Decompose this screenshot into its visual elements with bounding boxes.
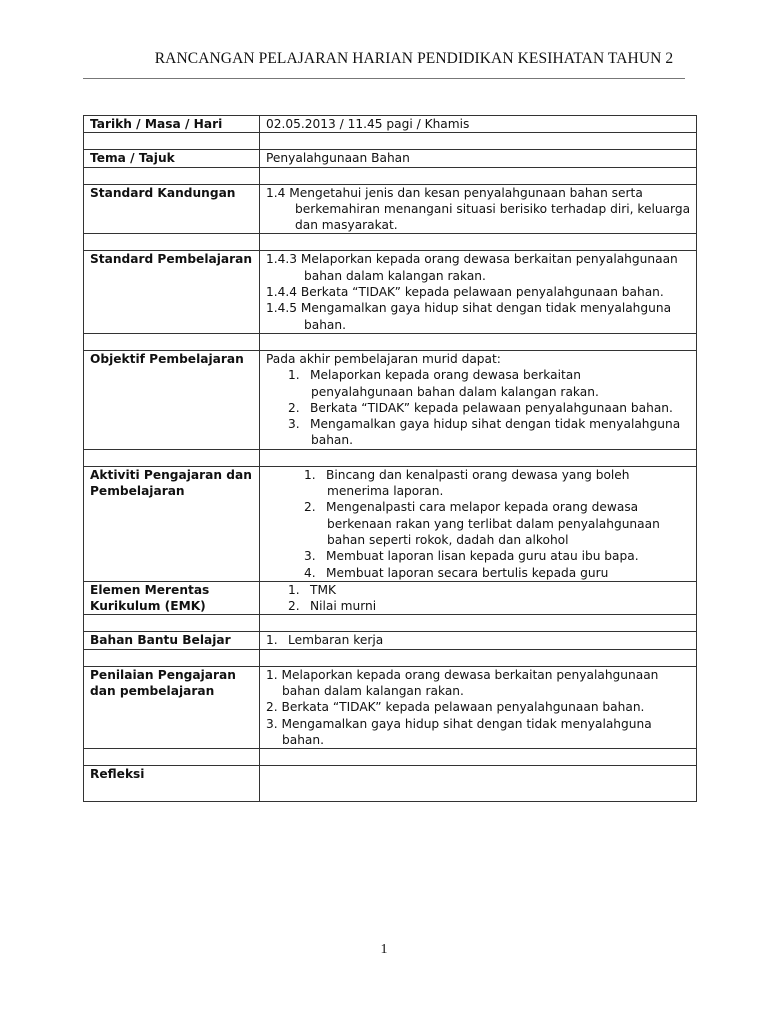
objektif-intro: Pada akhir pembelajaran murid dapat: (266, 351, 501, 366)
table-row (84, 766, 697, 802)
spacer-row (84, 133, 697, 150)
row-value-standard-kandungan (260, 184, 697, 234)
list-item-continuation: bahan. (282, 732, 324, 747)
list-item-continuation: berkenaan rakan yang terlibat dalam penyalahgunaan (327, 516, 660, 531)
table-row (84, 150, 697, 167)
spacer-row (84, 649, 697, 666)
table-row (84, 116, 697, 133)
page-title: RANCANGAN PELAJARAN HARIAN PENDIDIKAN KESIHATAN TAHUN 2 (154, 50, 674, 67)
text-line: berkemahiran menangani situasi berisiko terhadap diri, keluarga (295, 201, 691, 216)
list-item: 1. TMK (288, 582, 336, 597)
spacer-row (84, 749, 697, 766)
row-value-tarikh: 02.05.2013 / 11.45 pagi / Khamis (260, 116, 697, 133)
document-header (0, 50, 768, 68)
row-label-penilaian: Penilaian Pengajaran dan pembelajaran (84, 666, 260, 748)
spacer-row (84, 333, 697, 350)
row-label-aktiviti: Aktiviti Pengajaran dan Pembelajaran (84, 466, 260, 581)
row-label-tema: Tema / Tajuk (84, 150, 260, 167)
row-value-emk (260, 581, 697, 615)
spacer-row (84, 234, 697, 251)
header-divider (83, 78, 685, 79)
list-item: 2. Berkata “TIDAK” kepada pelawaan penyalahgunaan bahan. (288, 400, 673, 415)
list-item: 4. Membuat laporan secara bertulis kepada guru (304, 565, 609, 580)
list-item: 2. Mengenalpasti cara melapor kepada orang dewasa (304, 500, 639, 515)
row-label-standard-pembelajaran: Standard Pembelajaran (84, 251, 260, 333)
spacer-row (84, 167, 697, 184)
text-line: 1.4.4 Berkata “TIDAK” kepada pelawaan penyalahgunaan bahan. (266, 285, 664, 300)
list-item: 1. Bincang dan kenalpasti orang dewasa yang boleh (304, 467, 630, 482)
list-item: 3. Mengamalkan gaya hidup sihat dengan tidak menyalahguna (288, 417, 681, 432)
spacer-row (84, 449, 697, 466)
lesson-plan-table (83, 115, 697, 802)
list-item: 1. Lembaran kerja (266, 633, 384, 648)
text-line: bahan dalam kalangan rakan. (304, 268, 486, 283)
text-line: 1.4.5 Mengamalkan gaya hidup sihat dengan tidak menyalahguna (266, 301, 672, 316)
list-item: 1. Melaporkan kepada orang dewasa berkaitan penyalahgunaan (266, 667, 659, 682)
row-label-refleksi: Refleksi (84, 766, 260, 802)
text-line: bahan. (304, 317, 346, 332)
row-label-tarikh: Tarikh / Masa / Hari (84, 116, 260, 133)
list-item: 2. Nilai murni (288, 599, 377, 614)
row-label-bahan: Bahan Bantu Belajar (84, 632, 260, 649)
list-item: 2. Berkata “TIDAK” kepada pelawaan penyalahgunaan bahan. (266, 700, 645, 715)
list-item-continuation: penyalahgunaan bahan dalam kalangan rakan. (311, 384, 599, 399)
row-value-objektif (260, 350, 697, 449)
list-item-continuation: bahan. (311, 433, 353, 448)
list-item: 1. Melaporkan kepada orang dewasa berkaitan (288, 368, 581, 383)
table-row (84, 632, 697, 649)
text-line: 1.4.3 Melaporkan kepada orang dewasa berkaitan penyalahgunaan (266, 252, 678, 267)
row-value-refleksi (260, 766, 697, 802)
row-value-tema: Penyalahgunaan Bahan (260, 150, 697, 167)
list-item: 3. Membuat laporan lisan kepada guru atau ibu bapa. (304, 549, 639, 564)
row-value-bahan (260, 632, 697, 649)
row-value-penilaian (260, 666, 697, 748)
row-value-standard-pembelajaran (260, 251, 697, 333)
table-row (84, 251, 697, 333)
row-label-emk: Elemen Merentas Kurikulum (EMK) (84, 581, 260, 615)
spacer-row (84, 615, 697, 632)
table-row (84, 666, 697, 748)
table-row (84, 581, 697, 615)
list-item-continuation: menerima laporan. (327, 484, 444, 499)
list-item-continuation: bahan dalam kalangan rakan. (282, 684, 464, 699)
list-item-continuation: bahan seperti rokok, dadah dan alkohol (327, 532, 569, 547)
row-value-aktiviti (260, 466, 697, 581)
table-row (84, 184, 697, 234)
list-item: 3. Mengamalkan gaya hidup sihat dengan tidak menyalahguna (266, 716, 652, 731)
text-line: dan masyarakat. (295, 218, 398, 233)
table-row (84, 350, 697, 449)
row-label-standard-kandungan: Standard Kandungan (84, 184, 260, 234)
page-number: 1 (380, 942, 388, 957)
row-label-objektif: Objektif Pembelajaran (84, 350, 260, 449)
table-row (84, 466, 697, 581)
text-line: 1.4 Mengetahui jenis dan kesan penyalahgunaan bahan serta (266, 185, 643, 200)
